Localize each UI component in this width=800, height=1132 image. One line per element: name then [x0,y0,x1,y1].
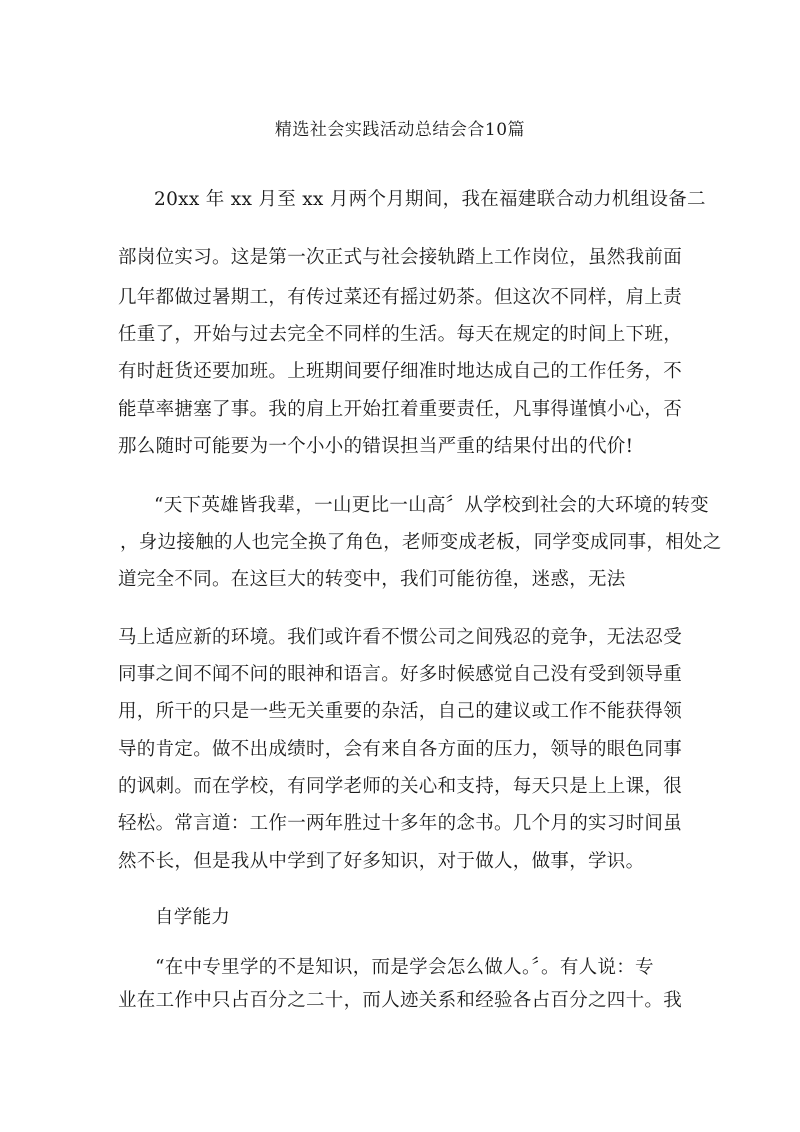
paragraph-line: “在中专里学的不是知识，而是学会怎么做人。〞。有人说：专 [155,957,654,978]
section-heading: 自学能力 [155,907,231,928]
paragraph-line: 道完全不同。在这巨大的转变中，我们可能彷徨，迷惑，无法 [118,569,626,590]
paragraph-line: 导的肯定。做不出成绩时，会有来自各方面的压力，领导的眼色同事 [118,739,683,760]
paragraph-line: 马上适应新的环境。我们或许看不惯公司之间残忍的竞争，无法忍受 [118,627,683,648]
paragraph-line: 那么随时可能要为一个小小的错误担当严重的结果付出的代价! [118,436,634,457]
paragraph-line: 业在工作中只占百分之二十，而人迹关系和经验各占百分之四十。我 [118,990,683,1011]
paragraph-line: ，身边接触的人也完全换了角色，老师变成老板，同学变成同事，相处之 [120,532,722,553]
paragraph-line: 20xx 年 xx 月至 xx 月两个月期间，我在福建联合动力机组设备二 [154,189,706,210]
paragraph-line: 部岗位实习。这是第一次正式与社会接轨踏上工作岗位，虽然我前面 [118,247,683,268]
document-title: 精选社会实践活动总结会合10篇 [274,120,526,140]
paragraph-line: 几年都做过暑期工，有传过菜还有摇过奶茶。但这次不同样，肩上责 [118,287,683,308]
paragraph-line: 能草率搪塞了事。我的肩上开始扛着重要责任，凡事得谨慎小心，否 [118,399,683,420]
paragraph-line: 同事之间不闻不问的眼神和语言。好多时候感觉自己没有受到领导重 [118,664,683,685]
paragraph-line: 然不长，但是我从中学到了好多知识，对于做人，做事，学识。 [118,851,645,872]
paragraph-line: 任重了，开始与过去完全不同样的生活。每天在规定的时间上下班， [118,324,683,345]
paragraph-line: 轻松。常言道：工作一两年胜过十多年的念书。几个月的实习时间虽 [118,813,683,834]
paragraph-line: 有时赶货还要加班。上班期间要仔细准时地达成自己的工作任务，不 [118,361,683,382]
paragraph-line: “天下英雄皆我辈，一山更比一山高〞从学校到社会的大环境的转变 [154,495,709,516]
paragraph-line: 用，所干的只是一些无关重要的杂活，自己的建议或工作不能获得领 [118,701,683,722]
paragraph-line: 的讽刺。而在学校，有同学老师的关心和支持，每天只是上上课，很 [118,776,683,797]
